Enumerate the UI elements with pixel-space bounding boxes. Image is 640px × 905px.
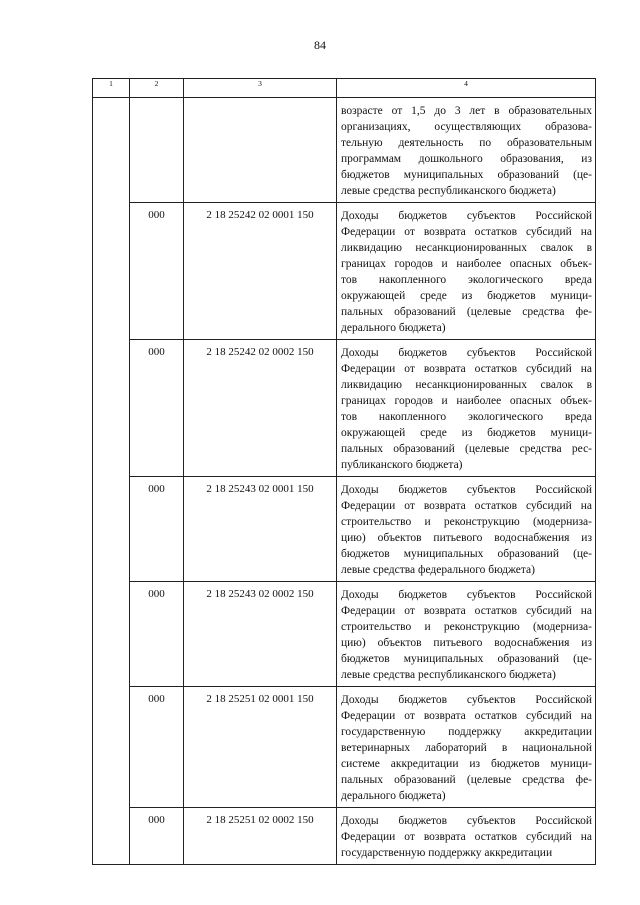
description-line: Федерации от возврата остатков субсидий на xyxy=(341,831,592,843)
admin-code-cell: 000 xyxy=(130,582,184,687)
table-row xyxy=(93,808,596,865)
description-line: тов накопленного экологического вреда xyxy=(341,411,592,423)
admin-code-cell: 000 xyxy=(130,687,184,808)
description-line: левые средства республиканского бюджета) xyxy=(341,669,556,681)
description-line: Федерации от возврата остатков субсидий на xyxy=(341,605,592,617)
description-line: строительство и реконструкцию (модерниза- xyxy=(341,516,592,528)
description-line: дерального бюджета) xyxy=(341,322,446,334)
description-line: государственную поддержку аккредитации xyxy=(341,847,553,859)
description-line: программам дошкольного образования, из xyxy=(341,153,592,165)
description-line: публиканского бюджета) xyxy=(341,459,463,471)
description-line: бюджетов муниципальных образований (це- xyxy=(341,169,592,181)
description-line: Федерации от возврата остатков субсидий на xyxy=(341,500,592,512)
admin-code-cell: 000 xyxy=(130,340,184,477)
table-row xyxy=(93,477,596,582)
budget-code-cell: 2 18 25251 02 0001 150 xyxy=(184,687,337,808)
description-line: Федерации от возврата остатков субсидий на xyxy=(341,363,592,375)
description-line: Федерации от возврата остатков субсидий на xyxy=(341,226,592,238)
budget-classification-table xyxy=(92,78,596,865)
description-line: Доходы бюджетов субъектов Российской xyxy=(341,694,592,706)
budget-code-cell: 2 18 25242 02 0001 150 xyxy=(184,203,337,340)
budget-code-cell xyxy=(184,98,337,203)
description-cell xyxy=(337,687,596,808)
description-line: окружающей среде из бюджетов муници- xyxy=(341,427,592,439)
col1-merged-cell xyxy=(93,98,130,865)
description-line: Доходы бюджетов субъектов Российской xyxy=(341,210,592,222)
table-row xyxy=(93,203,596,340)
description-line: дерального бюджета) xyxy=(341,790,446,802)
description-cell xyxy=(337,808,596,865)
table-header-row xyxy=(93,79,596,98)
header-col-4: 4 xyxy=(337,79,596,98)
description-cell xyxy=(337,98,596,203)
description-line: государственную поддержку аккредитации xyxy=(341,726,592,738)
description-cell xyxy=(337,582,596,687)
description-cell xyxy=(337,477,596,582)
description-line: цию) объектов питьевого водоснабжения из xyxy=(341,637,592,649)
description-line: тов накопленного экологического вреда xyxy=(341,274,592,286)
description-line: возрасте от 1,5 до 3 лет в образовательных xyxy=(341,105,592,117)
admin-code-cell xyxy=(130,98,184,203)
description-cell xyxy=(337,340,596,477)
description-line: левые средства республиканского бюджета) xyxy=(341,185,556,197)
budget-code-cell: 2 18 25243 02 0002 150 xyxy=(184,582,337,687)
table-row xyxy=(93,582,596,687)
header-col-2: 2 xyxy=(130,79,184,98)
header-col-1: 1 xyxy=(93,79,130,98)
budget-code-cell: 2 18 25243 02 0001 150 xyxy=(184,477,337,582)
table-row xyxy=(93,98,596,203)
description-line: пальных образований (целевые средства фе- xyxy=(341,306,592,318)
budget-code-cell: 2 18 25251 02 0002 150 xyxy=(184,808,337,865)
description-line: тельную деятельность по образовательным xyxy=(341,137,592,149)
description-line: системе аккредитации из бюджетов муници- xyxy=(341,758,592,770)
description-line: ликвидацию несанкционированных свалок в xyxy=(341,242,592,254)
admin-code-cell: 000 xyxy=(130,808,184,865)
description-line: Доходы бюджетов субъектов Российской xyxy=(341,815,592,827)
description-line: ветеринарных лабораторий в национальной xyxy=(341,742,592,754)
description-line: Федерации от возврата остатков субсидий на xyxy=(341,710,592,722)
header-col-3: 3 xyxy=(184,79,337,98)
budget-code-cell: 2 18 25242 02 0002 150 xyxy=(184,340,337,477)
description-cell xyxy=(337,203,596,340)
description-line: границах городов и наиболее опасных объек- xyxy=(341,395,592,407)
admin-code-cell: 000 xyxy=(130,203,184,340)
description-line: бюджетов муниципальных образований (це- xyxy=(341,548,592,560)
description-line: цию) объектов питьевого водоснабжения из xyxy=(341,532,592,544)
description-line: границах городов и наиболее опасных объек- xyxy=(341,258,592,270)
table-row xyxy=(93,340,596,477)
description-line: организациях, осуществляющих образова- xyxy=(341,121,592,133)
description-line: окружающей среде из бюджетов муници- xyxy=(341,290,592,302)
description-line: левые средства федерального бюджета) xyxy=(341,564,535,576)
description-line: ликвидацию несанкционированных свалок в xyxy=(341,379,592,391)
page-number: 84 xyxy=(314,38,326,52)
description-line: Доходы бюджетов субъектов Российской xyxy=(341,484,592,496)
description-line: пальных образований (целевые средства фе- xyxy=(341,774,592,786)
description-line: Доходы бюджетов субъектов Российской xyxy=(341,347,592,359)
description-line: бюджетов муниципальных образований (це- xyxy=(341,653,592,665)
description-line: пальных образований (целевые средства рес- xyxy=(341,443,592,455)
description-line: Доходы бюджетов субъектов Российской xyxy=(341,589,592,601)
table-row xyxy=(93,687,596,808)
admin-code-cell: 000 xyxy=(130,477,184,582)
description-line: строительство и реконструкцию (модерниза- xyxy=(341,621,592,633)
